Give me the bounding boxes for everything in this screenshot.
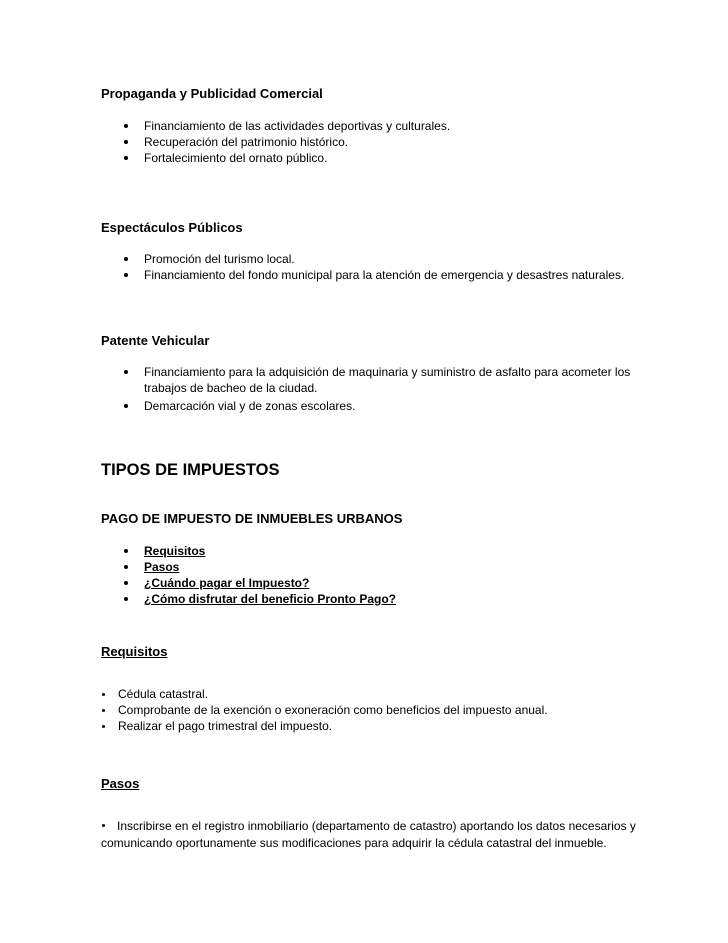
list-item (101, 591, 396, 607)
list-item (101, 575, 396, 591)
link-cuando-pagar[interactable]: ¿Cuándo pagar el Impuesto? (144, 576, 310, 590)
heading-requisitos: Requisitos (101, 644, 168, 659)
list-item: Promoción del turismo local. (101, 251, 624, 267)
list-item: Recuperación del patrimonio histórico. (101, 134, 450, 150)
list-item: Fortalecimiento del ornato público. (101, 150, 450, 166)
link-requisitos[interactable]: Requisitos (144, 544, 206, 558)
heading-tipos-de-impuestos: TIPOS DE IMPUESTOS (101, 461, 280, 479)
heading-patente: Patente Vehicular (101, 333, 210, 348)
heading-espectaculos: Espectáculos Públicos (101, 220, 243, 235)
list-inmuebles-links (101, 543, 396, 607)
list-item: Cédula catastral. (101, 686, 548, 702)
list-item: Financiamiento para la adquisición de maquinaria y suministro de asfalto para acometer los trabajos de bacheo de la ciudad. (101, 364, 634, 398)
list-propaganda (101, 118, 450, 166)
list-patente (101, 364, 634, 414)
list-item: Comprobante de la exención o exoneración como beneficios del impuesto anual. (101, 702, 548, 718)
list-item (101, 559, 396, 575)
bullet-dot (102, 824, 105, 827)
list-item: Financiamiento de las actividades deportivas y culturales. (101, 118, 450, 134)
pasos-text: Inscribirse en el registro inmobiliario (departamento de catastro) aportando los datos necesarios y comunicando oportunamente sus modificaciones para adquirir la cédula catastral del inmueble. (101, 819, 636, 850)
link-pronto-pago[interactable]: ¿Cómo disfrutar del beneficio Pronto Pago? (144, 592, 397, 606)
heading-pasos: Pasos (101, 776, 140, 791)
heading-inmuebles-urbanos: PAGO DE IMPUESTO DE INMUEBLES URBANOS (101, 511, 403, 526)
pasos-paragraph (101, 818, 661, 852)
list-espectaculos (101, 251, 624, 283)
list-item (101, 543, 396, 559)
list-item: Financiamiento del fondo municipal para la atención de emergencia y desastres naturales. (101, 267, 624, 283)
list-requisitos (101, 686, 548, 734)
heading-propaganda: Propaganda y Publicidad Comercial (101, 86, 323, 101)
link-pasos[interactable]: Pasos (144, 560, 180, 574)
list-item: Demarcación vial y de zonas escolares. (101, 398, 634, 414)
list-item: Realizar el pago trimestral del impuesto. (101, 718, 548, 734)
